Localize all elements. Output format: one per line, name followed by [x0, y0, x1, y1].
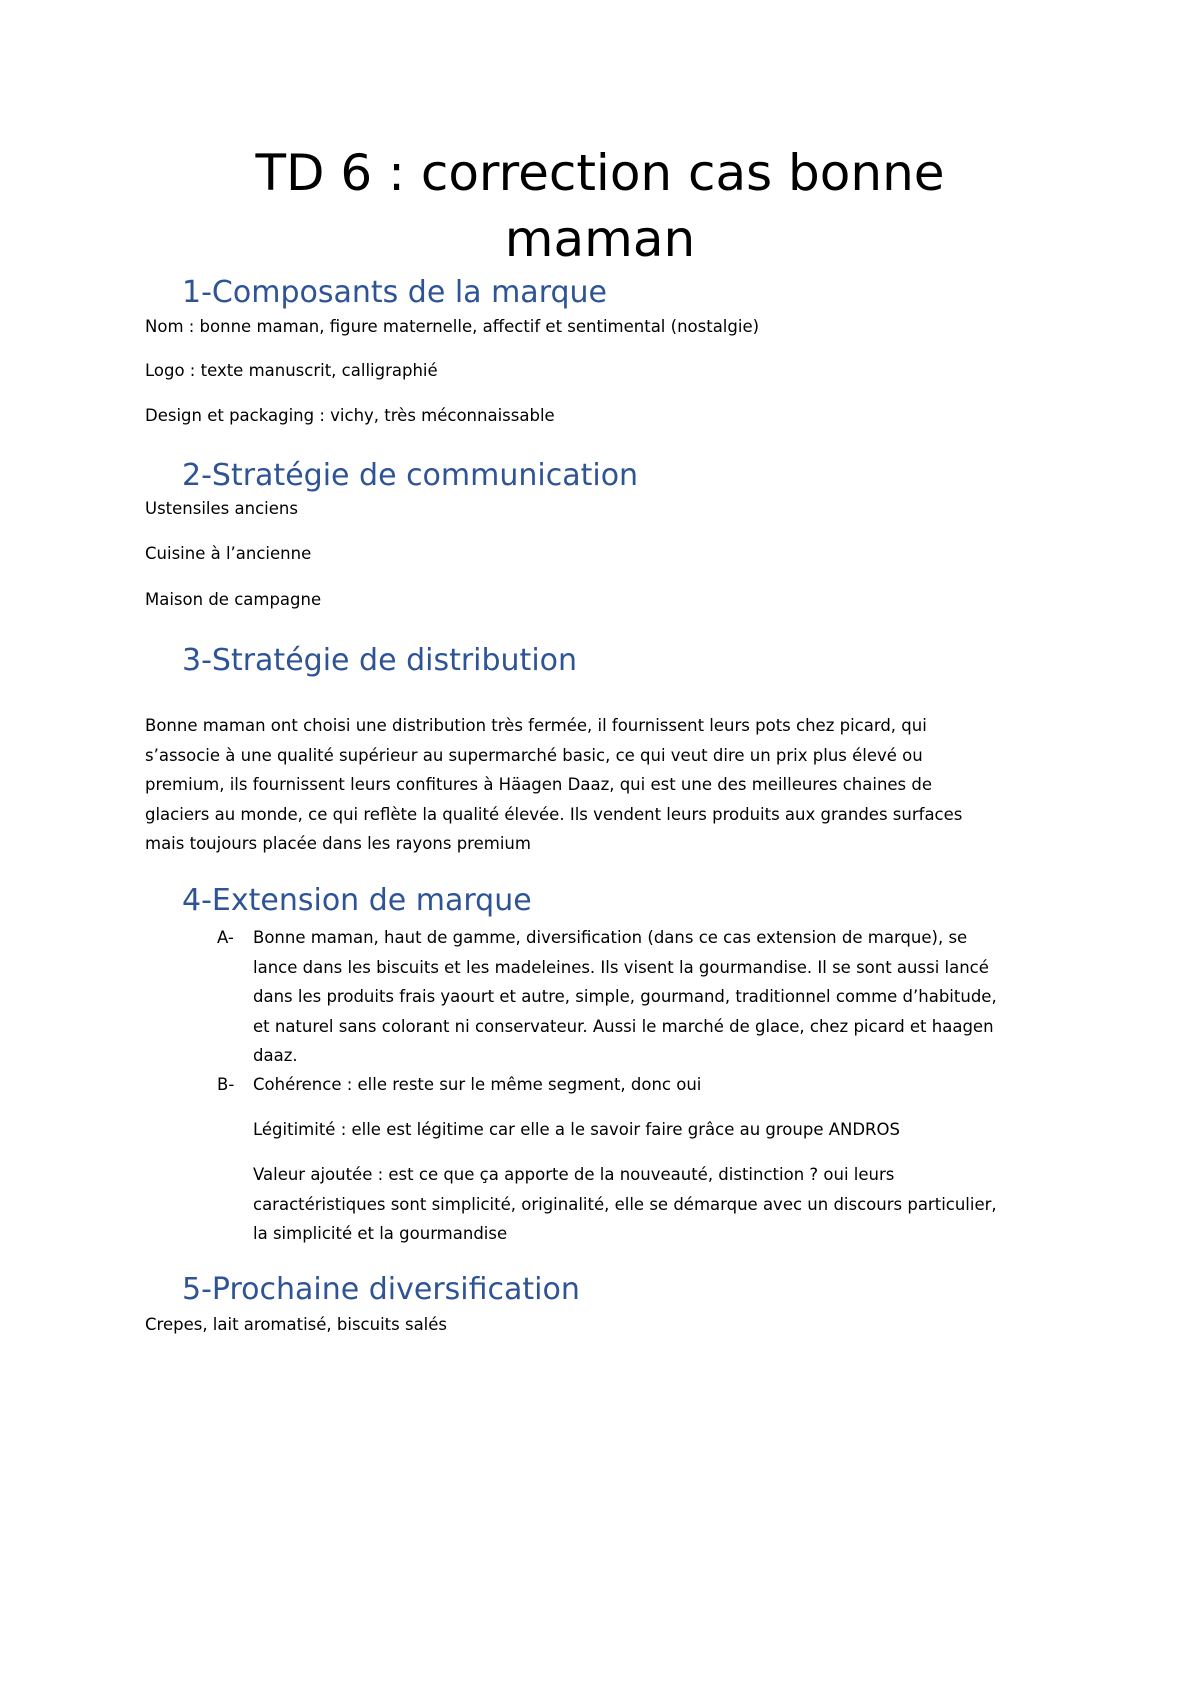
section-heading-communication: 2-Stratégie de communication — [182, 458, 639, 493]
section-heading-extension: 4-Extension de marque — [182, 883, 532, 918]
section-heading-composants: 1-Composants de la marque — [182, 275, 608, 310]
text-line: Cohérence : elle reste sur le même segment, donc oui — [253, 1075, 702, 1094]
text-line: lance dans les biscuits et les madeleines. Ils visent la gourmandise. Il se sont aussi lancé — [253, 957, 989, 977]
paragraph-maison: Maison de campagne — [145, 590, 322, 609]
paragraph-nom: Nom : bonne maman, figure maternelle, affectif et sentimental (nostalgie) — [145, 317, 760, 336]
paragraph-crepes: Crepes, lait aromatisé, biscuits salés — [145, 1315, 448, 1334]
document-title — [145, 140, 1055, 272]
text-line: et naturel sans colorant ni conservateur. Aussi le marché de glace, chez picard et haagen — [253, 1016, 994, 1036]
paragraph-cuisine: Cuisine à l’ancienne — [145, 544, 312, 563]
list-item-b — [253, 1070, 701, 1100]
text-line: glaciers au monde, ce qui reflète la qualité élevée. Ils vendent leurs produits aux grandes surfaces — [145, 804, 963, 824]
paragraph-distribution — [145, 711, 1065, 859]
text-line: mais toujours placée dans les rayons premium — [145, 834, 531, 853]
title-line-2: maman — [504, 210, 696, 268]
text-line: dans les produits frais yaourt et autre, simple, gourmand, traditionnel comme d’habitude, — [253, 987, 997, 1006]
title-line-1: TD 6 : correction cas bonne — [255, 144, 945, 202]
paragraph-valeur-ajoutee — [253, 1160, 997, 1249]
paragraph-legitimite — [253, 1115, 900, 1145]
text-line: Bonne maman, haut de gamme, diversification (dans ce cas extension de marque), se — [253, 928, 968, 947]
text-line: Bonne maman ont choisi une distribution très fermée, il fournissent leurs pots chez picard, qui — [145, 716, 927, 735]
list-marker-b: B- — [217, 1075, 235, 1094]
text-line: s’associe à une qualité supérieur au supermarché basic, ce qui veut dire un prix plus élevé ou — [145, 745, 923, 765]
text-line: la simplicité et la gourmandise — [253, 1224, 508, 1243]
list-item-a — [253, 923, 997, 1071]
paragraph-ustensiles: Ustensiles anciens — [145, 499, 298, 518]
text-line: Légitimité : elle est légitime car elle a le savoir faire grâce au groupe ANDROS — [253, 1120, 900, 1139]
paragraph-design: Design et packaging : vichy, très méconnaissable — [145, 406, 555, 425]
paragraph-logo: Logo : texte manuscrit, calligraphié — [145, 361, 438, 380]
text-line: Valeur ajoutée : est ce que ça apporte de la nouveauté, distinction ? oui leurs — [253, 1165, 895, 1184]
text-line: premium, ils fournissent leurs confitures à Häagen Daaz, qui est une des meilleures chaines de — [145, 775, 933, 794]
list-marker-a: A- — [217, 928, 234, 947]
text-line: daaz. — [253, 1046, 298, 1065]
section-heading-distribution: 3-Stratégie de distribution — [182, 643, 578, 678]
section-heading-diversification: 5-Prochaine diversification — [182, 1272, 580, 1307]
text-line: caractéristiques sont simplicité, originalité, elle se démarque avec un discours particulier, — [253, 1194, 997, 1214]
